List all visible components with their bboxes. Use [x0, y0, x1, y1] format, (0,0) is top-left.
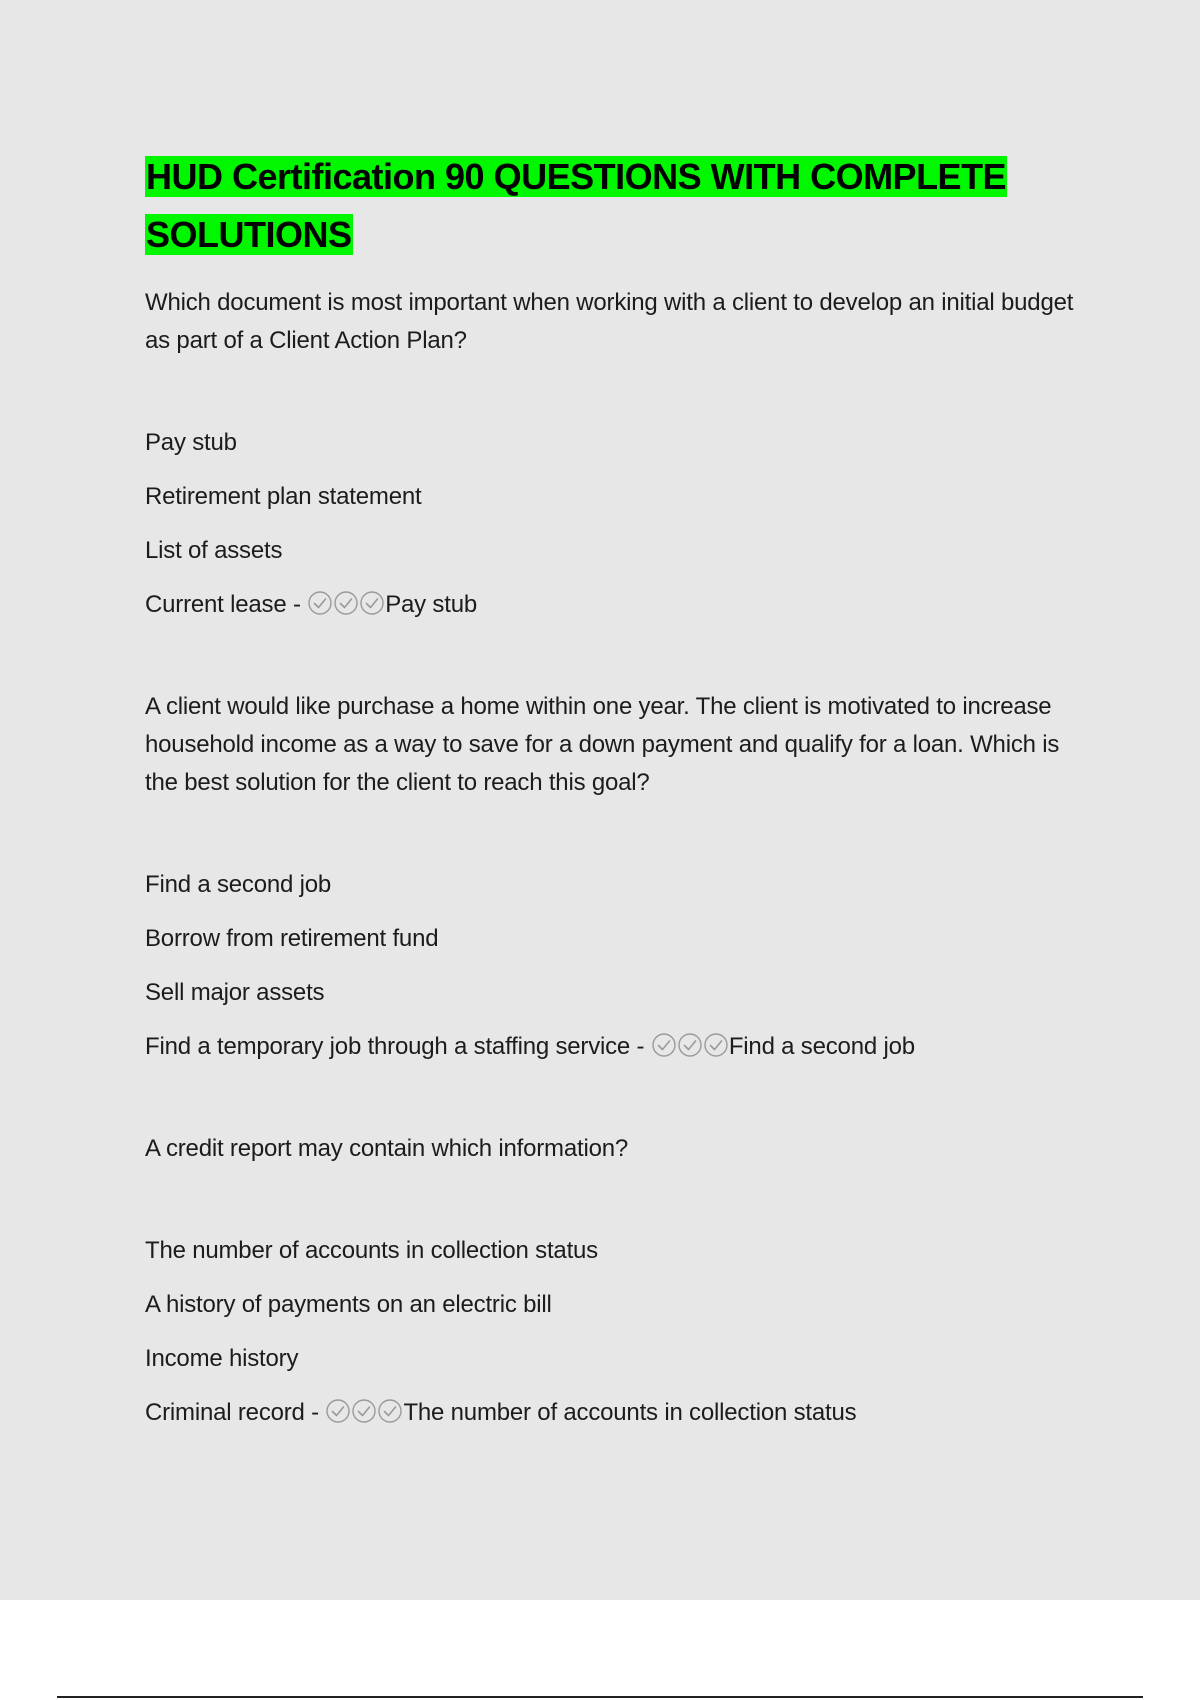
check-circle-icon — [325, 1398, 351, 1432]
option-item: A history of payments on an electric bill — [145, 1291, 552, 1318]
option-item: Pay stub — [145, 429, 237, 456]
option-list — [145, 1236, 1095, 1432]
answer-markers — [651, 1033, 729, 1060]
answer-markers — [325, 1399, 403, 1426]
check-circle-icon — [677, 1032, 703, 1066]
option-list — [145, 870, 1095, 1066]
option-item: Sell major assets — [145, 979, 325, 1006]
option-text: Current lease - — [145, 591, 308, 618]
footer-divider — [57, 1696, 1143, 1698]
option-item: Borrow from retirement fund — [145, 925, 439, 952]
option-list — [145, 428, 1095, 624]
option-text: Find a temporary job through a staffing service - — [145, 1033, 651, 1060]
check-circle-icon — [333, 590, 359, 624]
option-item-with-answer — [145, 1398, 1095, 1432]
question-text: A credit report may contain which information? — [145, 1135, 629, 1162]
option-item: The number of accounts in collection status — [145, 1237, 598, 1264]
option-item: Find a second job — [145, 871, 332, 898]
question-text: A client would like purchase a home within one year. The client is motivated to increase household income as a way to save for a down payment and qualify for a loan. Which is the best solution for the client to reach this goal? — [145, 693, 1060, 796]
check-circle-icon — [307, 590, 333, 624]
question-list — [145, 284, 1095, 1432]
option-item: Retirement plan statement — [145, 483, 422, 510]
option-text: Criminal record - — [145, 1399, 326, 1426]
question-text: Which document is most important when working with a client to develop an initial budget as part of a Client Action Plan? — [145, 289, 1074, 354]
title-highlight: HUD Certification 90 QUESTIONS WITH COMPLETE SOLUTIONS — [146, 156, 1007, 255]
document-content — [145, 148, 1095, 1432]
option-item-with-answer — [145, 590, 1095, 624]
check-circle-icon — [703, 1032, 729, 1066]
answer-markers — [307, 591, 385, 618]
answer-text: Find a second job — [728, 1033, 915, 1060]
check-circle-icon — [651, 1032, 677, 1066]
answer-text: Pay stub — [385, 591, 477, 618]
question-block — [145, 1130, 1095, 1432]
option-item: Income history — [145, 1345, 299, 1372]
check-circle-icon — [351, 1398, 377, 1432]
option-item: List of assets — [145, 537, 283, 564]
option-item-with-answer — [145, 1032, 1095, 1066]
check-circle-icon — [359, 590, 385, 624]
question-block — [145, 688, 1095, 1066]
document-title — [145, 148, 1095, 264]
question-block — [145, 284, 1095, 624]
answer-text: The number of accounts in collection status — [403, 1399, 857, 1426]
check-circle-icon — [377, 1398, 403, 1432]
